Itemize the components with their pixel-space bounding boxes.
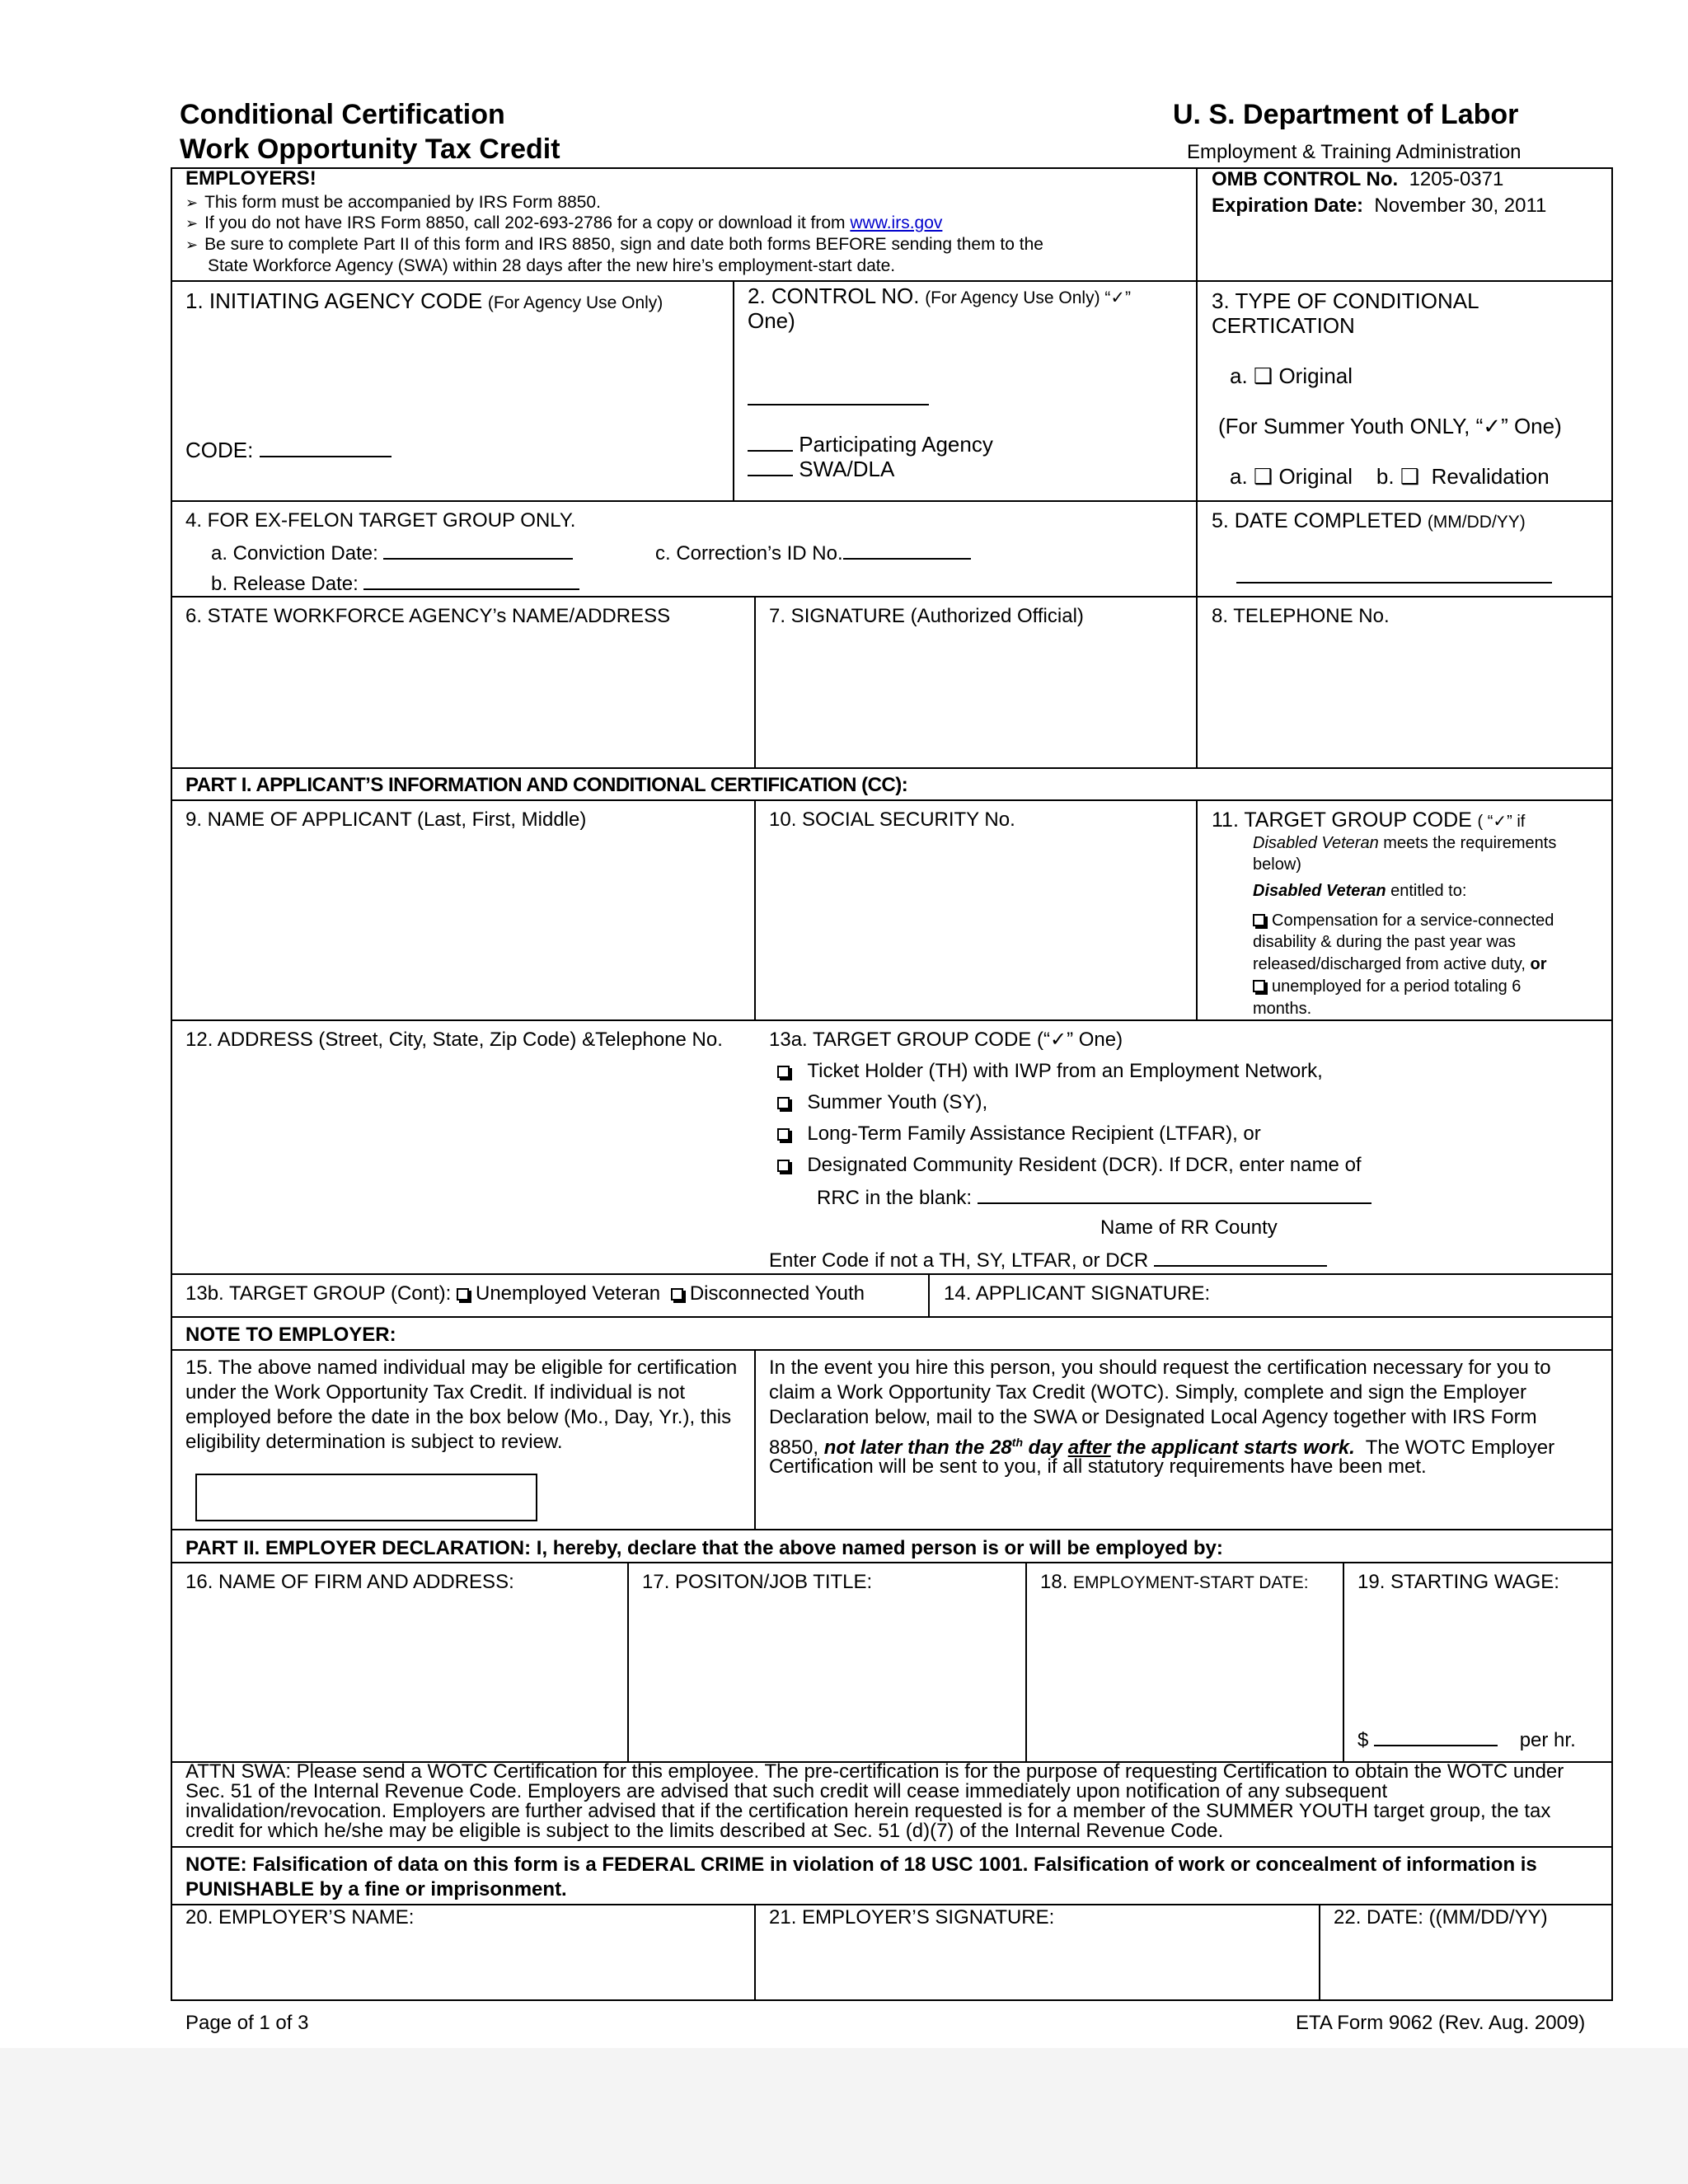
box12-label: 12. ADDRESS (Street, City, State, Zip Code) &Telephone No.	[185, 1029, 723, 1051]
starting-wage-field[interactable]: $ per hr.	[1357, 1727, 1576, 1753]
arrow-bullet-icon: ➢	[185, 194, 199, 211]
box4-label: 4. FOR EX-FELON TARGET GROUP ONLY.	[185, 509, 576, 532]
attn-line2: Sec. 51 of the Internal Revenue Code. Employers are advised that such credit will cease immediately upon notification of any subsequent	[185, 1780, 1388, 1802]
box15-line3: employed before the date in the box below (Mo., Day, Yr.), this	[185, 1406, 732, 1428]
box17-label: 17. POSITON/JOB TITLE:	[642, 1571, 873, 1593]
disabled-unemployed-checkbox[interactable]: unemployed for a period totaling 6	[1253, 976, 1521, 998]
rr-county-caption: Name of RR County	[1100, 1216, 1278, 1239]
department-name: U. S. Department of Labor	[1173, 99, 1519, 130]
box11-label: 11. TARGET GROUP CODE ( “✓” if	[1212, 808, 1526, 832]
summer-youth-option[interactable]: Summer Youth (SY),	[777, 1090, 987, 1115]
part2-heading: PART II. EMPLOYER DECLARATION: I, hereby, declare that the above named person is or will be employed by:	[185, 1537, 1223, 1559]
box10-label: 10. SOCIAL SECURITY No.	[769, 808, 1015, 831]
expiration-date: Expiration Date: November 30, 2011	[1212, 194, 1547, 217]
box8-label: 8. TELEPHONE No.	[1212, 605, 1390, 627]
box14-label: 14. APPLICANT SIGNATURE:	[944, 1282, 1211, 1305]
page-number: Page of 1 of 3	[185, 2012, 309, 2034]
omb-control: OMB CONTROL No. 1205-0371	[1212, 168, 1504, 190]
correction-id-field[interactable]: c. Correction’s ID No.	[655, 540, 971, 566]
ltfar-option[interactable]: Long-Term Family Assistance Recipient (LTFAR), or	[777, 1122, 1261, 1146]
attn-line3: invalidation/revocation. Employers are further advised that if the certification herein requested is for a member of the SUMMER YOUTH target group, the tax	[185, 1800, 1551, 1822]
conviction-date-field[interactable]: a. Conviction Date:	[211, 540, 573, 566]
box11-line4: Disabled Veteran entitled to:	[1253, 882, 1467, 900]
participating-agency-option[interactable]: Participating Agency	[748, 432, 993, 457]
summer-youth-note: (For Summer Youth ONLY, “✓” One)	[1218, 414, 1562, 438]
box13b-row: 13b. TARGET GROUP (Cont): Unemployed Veteran Disconnected Youth	[185, 1282, 865, 1305]
box15-line2: under the Work Opportunity Tax Credit. If individual is not	[185, 1381, 686, 1404]
box22-label: 22. DATE: ((MM/DD/YY)	[1334, 1906, 1548, 1929]
box11-line2: Disabled Veteran meets the requirements	[1253, 834, 1557, 852]
form-number: ETA Form 9062 (Rev. Aug. 2009)	[1296, 2012, 1586, 2034]
box18-label: 18. EMPLOYMENT-START DATE:	[1040, 1571, 1309, 1593]
event-line4: 8850, not later than the 28th day after the applicant starts work. The WOTC Employer	[769, 1436, 1555, 1459]
release-date-field[interactable]: b. Release Date:	[211, 570, 579, 597]
box15-line1: 15. The above named individual may be eligible for certification	[185, 1357, 738, 1379]
box9-label: 9. NAME OF APPLICANT (Last, First, Middle)	[185, 808, 587, 831]
box16-label: 16. NAME OF FIRM AND ADDRESS:	[185, 1571, 514, 1593]
box15-line4: eligibility determination is subject to review.	[185, 1431, 563, 1453]
box3-label: 3. TYPE OF CONDITIONAL	[1212, 288, 1479, 313]
checkbox-icon[interactable]	[1253, 980, 1265, 992]
box7-label: 7. SIGNATURE (Authorized Official)	[769, 605, 1084, 627]
type-original-checkbox[interactable]: a. ❑ Original	[1230, 363, 1353, 388]
event-line3: Declaration below, mail to the SWA or Designated Local Agency together with IRS Form	[769, 1406, 1537, 1428]
dcr-option[interactable]: Designated Community Resident (DCR). If DCR, enter name of	[777, 1153, 1362, 1178]
event-line1: In the event you hire this person, you should request the certification necessary for you to	[769, 1357, 1551, 1379]
falsification-line1: NOTE: Falsification of data on this form is a FEDERAL CRIME in violation of 18 USC 1001. Falsification of work or concealment of information is	[185, 1854, 1537, 1876]
form-title-line2: Work Opportunity Tax Credit	[180, 134, 560, 165]
box20-label: 20. EMPLOYER’S NAME:	[185, 1906, 415, 1929]
unemployed-veteran-checkbox[interactable]	[457, 1288, 469, 1301]
checkbox-icon[interactable]	[777, 1097, 790, 1109]
swa-dla-option[interactable]: SWA/DLA	[748, 457, 894, 481]
code-field[interactable]: CODE:	[185, 438, 392, 462]
checkbox-icon[interactable]	[1253, 914, 1265, 926]
enter-code-field[interactable]: Enter Code if not a TH, SY, LTFAR, or DCR	[769, 1247, 1327, 1273]
box11-line9: months.	[1253, 1000, 1312, 1018]
disconnected-youth-checkbox[interactable]	[671, 1288, 683, 1301]
box11-line3: below)	[1253, 855, 1301, 874]
box13a-label: 13a. TARGET GROUP CODE (“✓” One)	[769, 1029, 1123, 1051]
box21-label: 21. EMPLOYER’S SIGNATURE:	[769, 1906, 1055, 1929]
arrow-bullet-icon: ➢	[185, 215, 199, 232]
page-bottom-shade	[0, 2048, 1688, 2184]
employers-bullet-3-cont: State Workforce Agency (SWA) within 28 days after the new hire’s employment-start date.	[208, 256, 896, 275]
note-to-employer-heading: NOTE TO EMPLOYER:	[185, 1324, 396, 1346]
event-line2: claim a Work Opportunity Tax Credit (WOTC). Simply, complete and sign the Employer	[769, 1381, 1526, 1404]
box11-line7: released/discharged from active duty, or	[1253, 955, 1547, 973]
box2-label: 2. CONTROL NO. (For Agency Use Only) “✓”	[748, 284, 1132, 308]
part1-heading: PART I. APPLICANT’S INFORMATION AND CONDITIONAL CERTIFICATION (CC):	[185, 774, 908, 796]
box11-line6: disability & during the past year was	[1253, 933, 1517, 951]
box5-label: 5. DATE COMPLETED (MM/DD/YY)	[1212, 509, 1526, 532]
checkbox-icon[interactable]	[777, 1066, 790, 1078]
employers-heading: EMPLOYERS!	[185, 167, 316, 190]
attn-line1: ATTN SWA: Please send a WOTC Certification for this employee. The pre-certification is for the purpose of requesting Certification to obtain the WOTC under	[185, 1760, 1564, 1783]
event-line5: Certification will be sent to you, if all statutory requirements have been met.	[769, 1455, 1427, 1478]
review-date-box[interactable]	[195, 1474, 537, 1521]
ticket-holder-option[interactable]: Ticket Holder (TH) with IWP from an Employment Network,	[777, 1059, 1323, 1084]
box3-label-cont: CERTICATION	[1212, 313, 1355, 338]
date-completed-blank[interactable]	[1236, 582, 1552, 583]
attn-line4: credit for which he/she may be eligible is subject to the limits described at Sec. 51 (d)(7) of the Internal Revenue Code.	[185, 1820, 1224, 1842]
employers-bullet-2: ➢ If you do not have IRS Form 8850, call 202-693-2786 for a copy or download it from www.irs.gov	[185, 213, 943, 232]
arrow-bullet-icon: ➢	[185, 237, 199, 253]
disabled-compensation-checkbox[interactable]: Compensation for a service-connected	[1253, 910, 1554, 932]
checkbox-icon[interactable]	[777, 1160, 790, 1172]
employers-bullet-3: ➢ Be sure to complete Part II of this form and IRS 8850, sign and date both forms BEFORE sending them to the	[185, 235, 1043, 254]
box6-label: 6. STATE WORKFORCE AGENCY’s NAME/ADDRESS	[185, 605, 671, 627]
box1-label: 1. INITIATING AGENCY CODE (For Agency Use Only)	[185, 288, 663, 313]
box2-label-cont: One)	[748, 308, 795, 333]
administration-name: Employment & Training Administration	[1187, 141, 1522, 163]
employers-bullet-1: ➢ This form must be accompanied by IRS Form 8850.	[185, 193, 601, 212]
rrc-field[interactable]: RRC in the blank:	[817, 1184, 1372, 1211]
control-no-blank[interactable]	[748, 404, 929, 405]
summer-youth-options[interactable]: a. ❑ Original b. ❑ Revalidation	[1230, 464, 1550, 489]
box19-label: 19. STARTING WAGE:	[1357, 1571, 1559, 1593]
checkbox-icon[interactable]	[777, 1128, 790, 1141]
irs-link[interactable]: www.irs.gov	[850, 213, 943, 232]
form-title-line1: Conditional Certification	[180, 99, 505, 130]
code-blank[interactable]	[260, 438, 392, 457]
falsification-line2: PUNISHABLE by a fine or imprisonment.	[185, 1878, 567, 1900]
